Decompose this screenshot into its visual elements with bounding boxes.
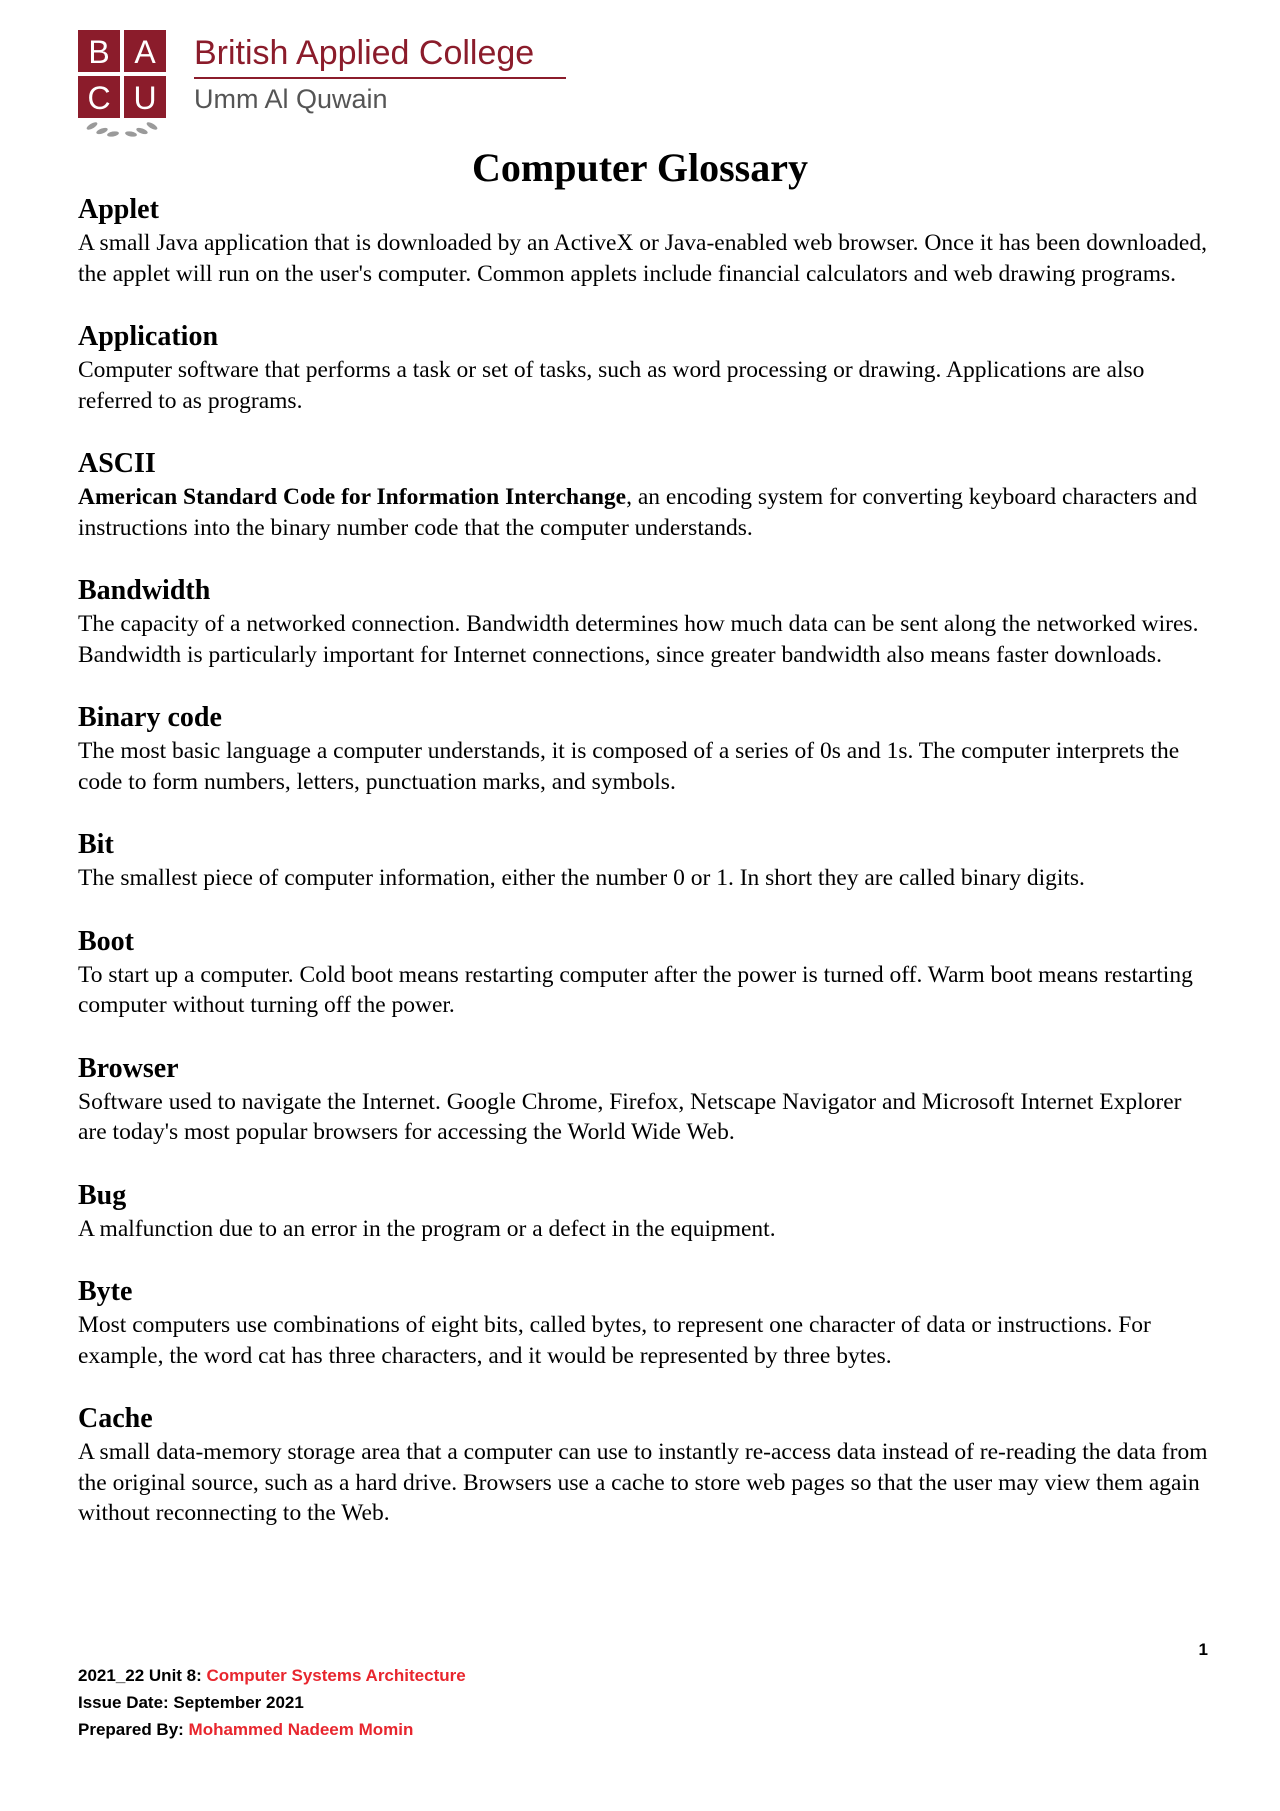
glossary-term: Browser [78,1052,179,1084]
glossary-term: Binary code [78,702,222,733]
glossary-entry-bit [78,827,1210,894]
glossary-term: Application [78,321,219,352]
glossary-entry-byte [78,1274,1210,1371]
glossary-definition: The most basic language a computer understands, it is composed of a series of 0s and 1s. The computer interprets the code to form numbers, letters, punctuation marks, and symbols. [78,738,1180,795]
glossary-entry-binary-code [78,700,1210,797]
logo-letter: C [87,80,111,116]
glossary-definition: Software used to navigate the Internet. Google Chrome, Firefox, Netscape Navigator and Microsoft Internet Explorer are today's most popular browsers for accessing the World Wide Web. [78,1088,1182,1145]
glossary-entry-application [78,319,1210,416]
footer-unit-label: 2021_22 Unit 8: [78,1666,207,1685]
document-footer [78,1662,466,1743]
glossary-list [78,192,1210,1559]
glossary-entry-boot [78,924,1210,1021]
college-name: British Applied College [194,34,535,72]
logo-letter: A [134,34,156,70]
glossary-definition: A small data-memory storage area that a computer can use to instantly re-access data instead of re-reading the data from the original source, such as a hard drive. Browsers use a cache to store web pages so that the user may view them again without reconnecting to the Web. [78,1439,1208,1526]
ascii-expansion: American Standard Code for Information Interchange [78,484,627,510]
glossary-term: Applet [78,194,159,225]
glossary-entry-bandwidth [78,573,1210,670]
glossary-term: Bug [78,1179,127,1211]
laurel-icon [86,121,159,138]
glossary-term: Bit [78,829,114,860]
glossary-entry-browser [78,1051,1210,1148]
college-logo [78,28,578,140]
footer-author-value: Mohammed Nadeem Momin [188,1720,414,1739]
glossary-entry-bug [78,1178,1210,1245]
footer-author-line [78,1716,466,1743]
logo-letter: U [133,80,157,116]
glossary-term: Boot [78,925,134,957]
footer-author-label: Prepared By: [78,1720,189,1739]
glossary-definition: Most computers use combinations of eight bits, called bytes, to represent one character of data or instructions. For example, the word cat has three characters, and it would be represented by three bytes. [78,1312,1151,1369]
college-location: Umm Al Quwain [194,84,388,114]
ascii-definition-text: , an encoding system for converting keyboard characters and instructions into the binary number code that the computer understands. [78,484,1198,541]
glossary-entry-ascii [78,446,1210,543]
glossary-definition: A malfunction due to an error in the program or a defect in the equipment. [78,1215,776,1242]
glossary-entry-cache [78,1401,1210,1529]
glossary-definition: The smallest piece of computer information, either the number 0 or 1. In short they are called binary digits. [78,865,1085,891]
glossary-term: Bandwidth [78,575,211,606]
glossary-definition: The capacity of a networked connection. Bandwidth determines how much data can be sent along the networked wires. Bandwidth is particularly important for Internet connections, since greater bandwidth also means faster downloads. [78,611,1199,668]
logo-letter: B [88,34,110,70]
glossary-definition: A small Java application that is downloaded by an ActiveX or Java-enabled web browser. Once it has been downloaded, the applet will run on the user's computer. Common applets include financial calculators and web drawing programs. [78,230,1207,287]
glossary-term: Cache [78,1403,153,1434]
glossary-definition: Computer software that performs a task or set of tasks, such as word processing or drawing. Applications are also referred to as programs. [78,357,1145,414]
footer-unit-value: Computer Systems Architecture [206,1666,466,1685]
document-title: Computer Glossary [472,145,808,190]
footer-issue-date: Issue Date: September 2021 [78,1693,304,1712]
glossary-definition [78,482,1210,543]
glossary-definition: To start up a computer. Cold boot means restarting computer after the power is turned off. Warm boot means restarting computer without turning off the power. [78,961,1193,1018]
college-logo-graphic [78,28,578,140]
glossary-entry-applet [78,192,1210,289]
glossary-term: ASCII [78,448,156,479]
glossary-term: Byte [78,1276,133,1307]
page-number: 1 [1198,1640,1208,1659]
footer-unit-line [78,1662,466,1689]
